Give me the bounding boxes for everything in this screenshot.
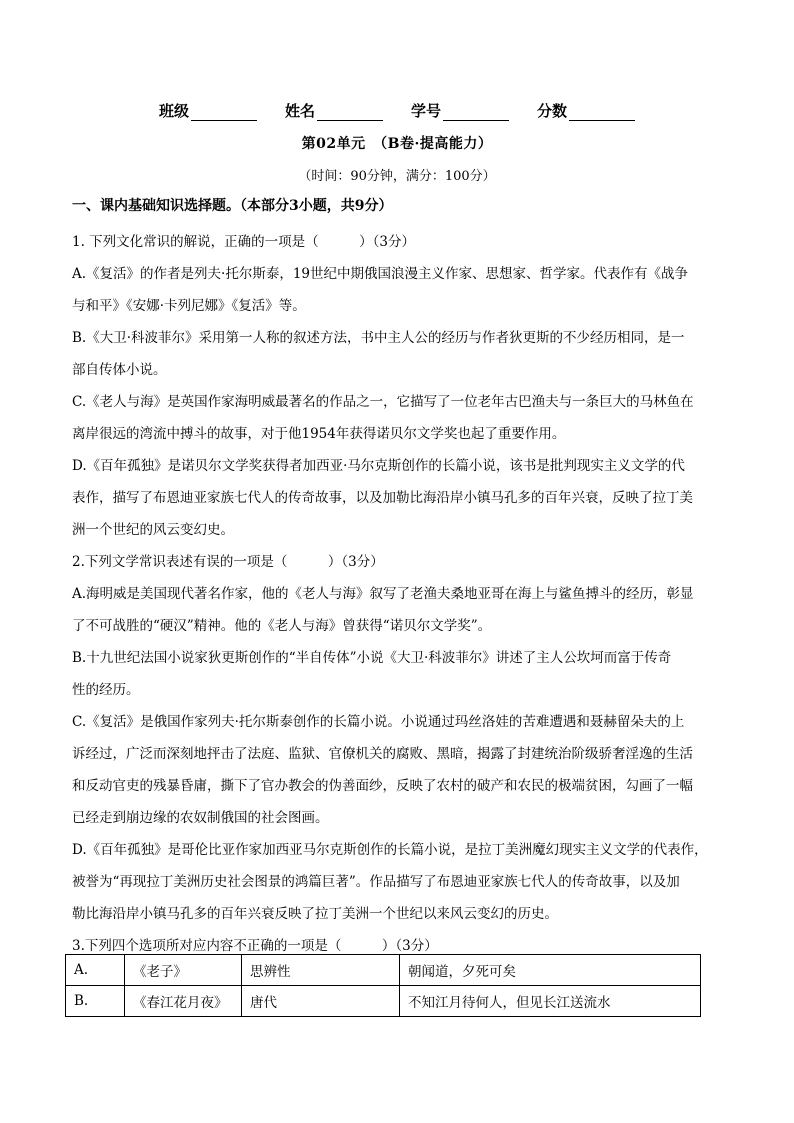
question-2-option-c: C.《复活》是俄国作家列夫·托尔斯泰创作的长篇小说。小说通过玛丝洛娃的苦难遭遇和聂赫留朵夫的上 [72,714,685,730]
question-2-option-c-cont: 和反动官吏的残暴昏庸，撕下了官办教会的伪善面纱，反映了农村的破产和农民的极端贫困，勾画了一幅 [72,778,693,794]
question-2-option-a-cont: 了不可战胜的“硬汉”精神。他的《老人与海》曾获得“诺贝尔文学奖”。 [72,618,492,634]
score-field[interactable] [537,100,635,121]
question-3-options-table [65,954,701,1017]
class-field[interactable] [159,100,257,121]
question-1-option-d: D.《百年孤独》是诺贝尔文学奖获得者加西亚·马尔克斯创作的长篇小说，该书是批判现实主义文学的代 [72,458,685,474]
table-cell: B. [66,986,125,1017]
question-1-option-a-cont: 与和平》《安娜·卡列尼娜》《复活》等。 [72,298,306,314]
class-blank[interactable] [191,106,257,121]
question-1-option-c: C.《老人与海》是英国作家海明威最著名的作品之一，它描写了一位老年古巴渔夫与一条巨大的马林鱼在 [72,394,694,410]
question-1-option-c-cont: 离岸很远的湾流中搏斗的故事，对于他1954年获得诺贝尔文学奖也起了重要作用。 [72,426,566,442]
exam-time-info: （时间：90分钟，满分：100分） [298,169,496,184]
question-1-option-d-cont: 洲一个世纪的风云变幻史。 [72,522,234,538]
question-2-option-b: B.十九世纪法国小说家狄更斯创作的“半自传体”小说《大卫·科波菲尔》讲述了主人公坎坷而富于传奇 [72,650,672,666]
table-cell: A. [66,955,125,986]
name-blank[interactable] [317,106,383,121]
question-1-option-b-cont: 部自传体小说。 [72,362,167,378]
question-2-option-d-cont: 勒比海沿岸小镇马孔多的百年兴衰反映了拉丁美洲一个世纪以来风云变幻的历史。 [72,906,558,922]
student-id-field[interactable] [411,100,509,121]
exam-content [72,196,724,962]
table-cell: 《老子》 [125,955,242,986]
score-label: 分数 [537,102,568,120]
student-info-fields [0,100,794,121]
question-2-stem: 2.下列文学常识表述有误的一项是（ ）（3分） [72,554,384,570]
table-cell: 不知江月待何人，但见长江送流水 [400,986,701,1017]
table-cell: 朝闻道，夕死可矣 [400,955,701,986]
question-1-option-a: A.《复活》的作者是列夫·托尔斯泰，19世纪中期俄国浪漫主义作家、思想家、哲学家。代表作有《战争 [72,266,689,282]
class-label: 班级 [158,102,189,120]
question-2-option-d: D.《百年孤独》是哥伦比亚作家加西亚马尔克斯创作的长篇小说，是拉丁美洲魔幻现实主义文学的代表作， [72,842,708,858]
name-label: 姓名 [284,102,315,120]
question-2-option-c-cont: 诉经过，广泛而深刻地抨击了法庭、监狱、官僚机关的腐败、黑暗，揭露了封建统治阶级骄奢淫逸的生活 [72,746,693,762]
question-2-option-a: A.海明威是美国现代著名作家，他的《老人与海》叙写了老渔夫桑地亚哥在海上与鲨鱼搏斗的经历，彰显 [72,586,694,602]
table-cell: 唐代 [242,986,400,1017]
unit-title: 第02单元 （B卷·提高能力） [301,136,493,152]
question-1-stem: 1. 下列文化常识的解说，正确的一项是（ ）（3分） [72,234,416,250]
table-row [66,986,701,1017]
student-id-blank[interactable] [443,106,509,121]
table-row [66,955,701,986]
name-field[interactable] [285,100,383,121]
score-blank[interactable] [569,106,635,121]
table-cell: 思辨性 [242,955,400,986]
question-1-option-b: B.《大卫·科波菲尔》采用第一人称的叙述方法，书中主人公的经历与作者狄更斯的不少经历相同，是一 [72,330,685,346]
section-heading: 一、课内基础知识选择题。（本部分3小题，共9分） [72,198,393,214]
question-2-option-c-cont: 已经走到崩边缘的农奴制俄国的社会图画。 [72,810,329,826]
question-1-option-d-cont: 表作，描写了布恩迪亚家族七代人的传奇故事，以及加勒比海沿岸小镇马孔多的百年兴衰，反映了拉丁美 [72,490,693,506]
table-cell: 《春江花月夜》 [125,986,242,1017]
question-2-option-d-cont: 被誉为“再现拉丁美洲历史社会图景的鸿篇巨著”。作品描写了布恩迪亚家族七代人的传奇故事，以及加 [72,874,680,890]
question-2-option-b-cont: 性的经历。 [72,682,140,698]
student-id-label: 学号 [411,102,442,120]
question-3-stem: 3.下列四个选项所对应内容不正确的一项是（ ）（3分） [72,938,438,954]
